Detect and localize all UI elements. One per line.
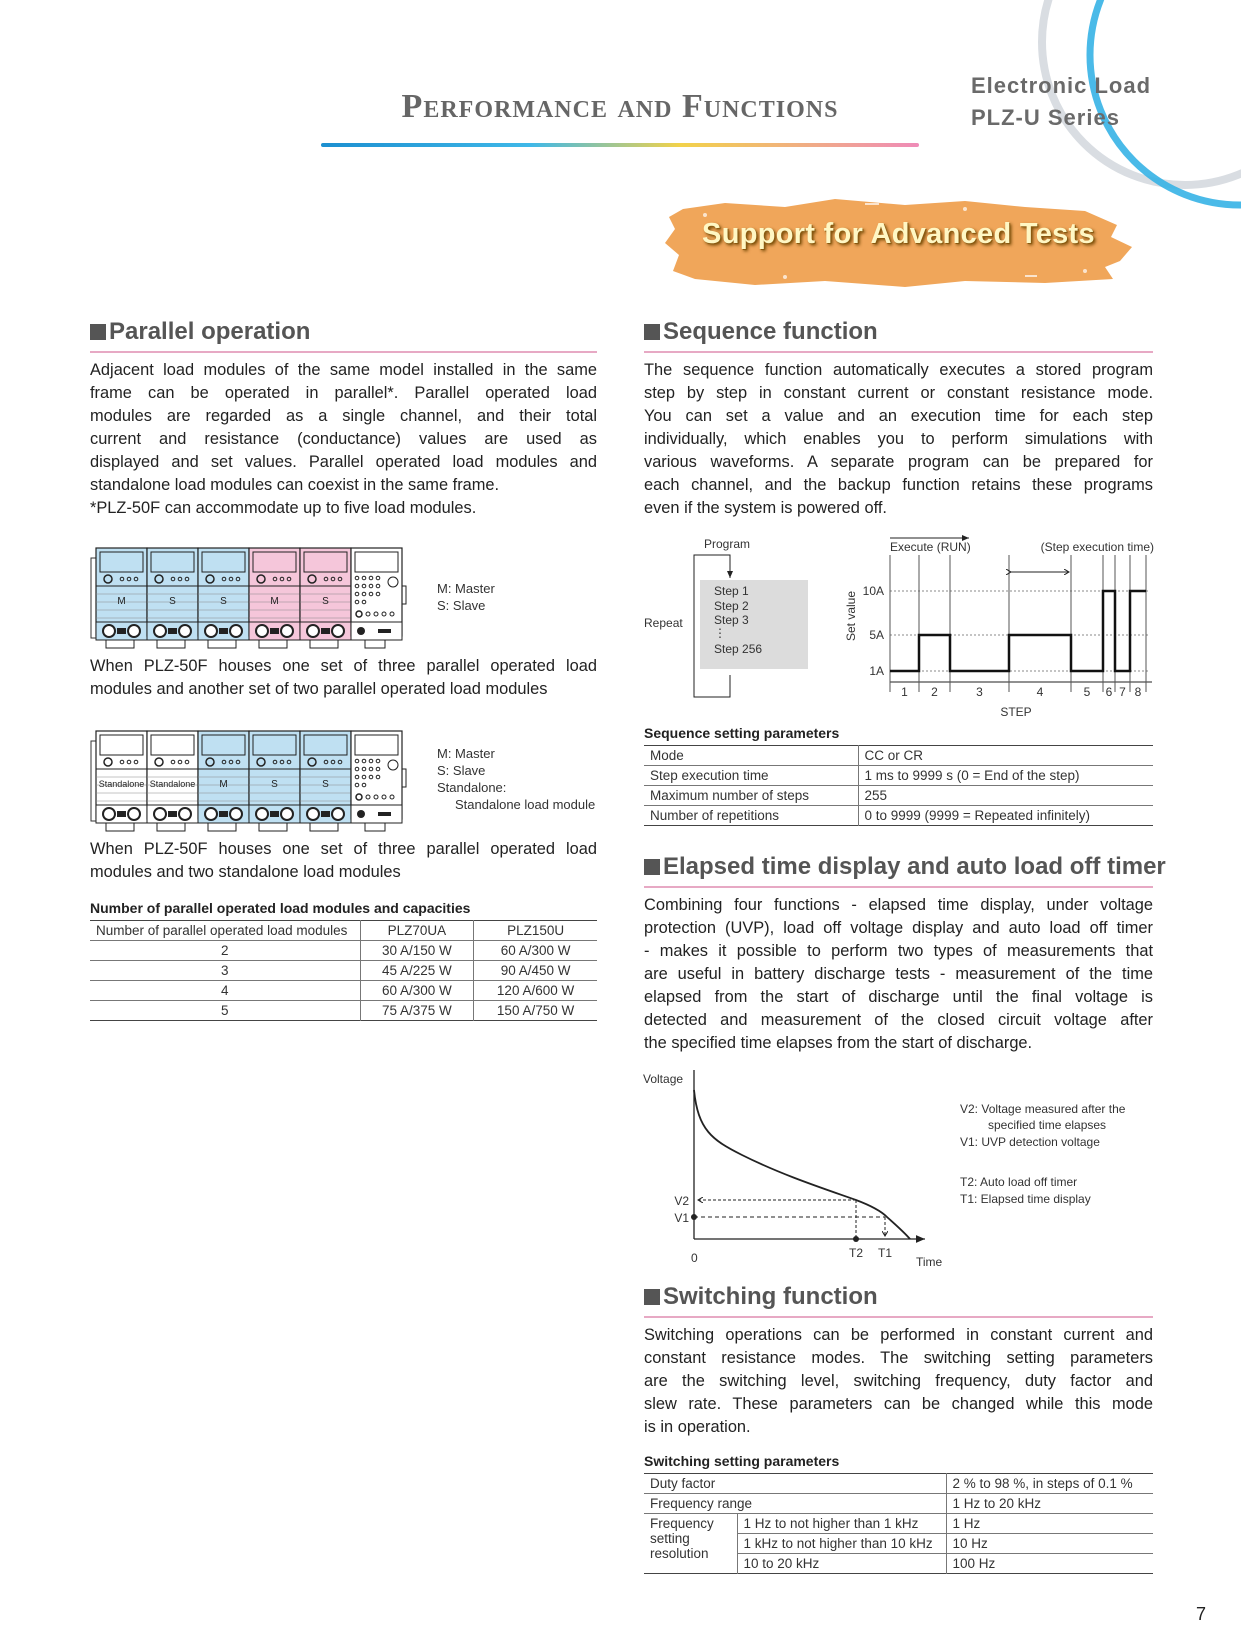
step-number: 6 — [1105, 685, 1113, 699]
load-module — [147, 731, 198, 831]
step-waveform — [890, 591, 1146, 671]
heading-text: Sequence function — [663, 318, 878, 345]
parallel-capacity-table-block — [90, 900, 597, 1021]
text-line: even if the system is powered off. — [644, 499, 887, 517]
parallel-capacity-table — [90, 920, 597, 1021]
table-cell: 1 Hz to not higher than 1 kHz — [737, 1514, 946, 1534]
heading-text: Elapsed time display and auto load off timer — [663, 853, 1166, 880]
table-title: Switching setting parameters — [644, 1453, 840, 1469]
column-header: Number of parallel operated load modules — [90, 921, 360, 941]
module-role-label: S — [271, 779, 278, 790]
caption-line: When PLZ-50F houses one set of three parallel operated load — [90, 657, 597, 675]
text-line: constant resistance modes. The switching setting parameters — [644, 1349, 1153, 1367]
control-unit — [351, 731, 406, 831]
caption-line: modules and another set of two parallel operated load modules — [90, 680, 548, 698]
module-role-label: S — [322, 596, 329, 607]
text-line: Switching operations can be performed in constant current and — [644, 1326, 1153, 1344]
column-header: PLZ150U — [507, 923, 565, 938]
section-heading — [644, 1282, 1153, 1312]
voltage-discharge-diagram — [642, 1060, 1162, 1275]
table-cell: 90 A/450 W — [500, 963, 571, 978]
module-role-label: Standalone — [149, 779, 196, 789]
text-line: various waveforms. A separate program can be prepared for — [644, 453, 1153, 471]
text-line: Combining four functions - elapsed time display, under voltage — [644, 896, 1153, 914]
module-role-label: M — [219, 779, 228, 790]
table-cell: 100 Hz — [952, 1556, 996, 1571]
sequence-diagram — [642, 530, 1162, 725]
load-module — [300, 731, 351, 831]
section-heading — [90, 317, 597, 347]
section-heading — [644, 852, 1166, 882]
program-step: Step 3 — [714, 613, 749, 627]
table-cell: 60 A/300 W — [500, 943, 571, 958]
t2-label: T2 — [849, 1246, 864, 1260]
column-header: PLZ70UA — [360, 921, 474, 941]
table-cell: 45 A/225 W — [360, 961, 474, 981]
heading-rule — [644, 351, 1153, 353]
table-row — [90, 981, 597, 1001]
table-cell: 0 to 9999 (9999 = Repeated infinitely) — [864, 808, 1091, 823]
table-cell: 60 A/300 W — [360, 981, 474, 1001]
switching-section — [644, 1282, 1153, 1439]
caption-line: modules and two standalone load modules — [90, 863, 401, 881]
heading-rule — [644, 1316, 1153, 1318]
v1-point — [691, 1214, 697, 1220]
program-step: ⋮ — [714, 626, 726, 640]
legend-item: S: Slave — [437, 763, 486, 778]
table-cell: 1 Hz to 20 kHz — [952, 1496, 1042, 1511]
text-line: elapsed from the start of discharge until the final voltage is — [644, 988, 1153, 1006]
table-cell: 1 kHz to not higher than 10 kHz — [737, 1534, 946, 1554]
text-line: each channel, and the backup function retains these programs — [644, 476, 1153, 494]
load-module — [147, 548, 198, 648]
table-cell: Frequency setting resolution — [644, 1514, 737, 1574]
y-axis-label: Voltage — [643, 1072, 684, 1086]
heading-text: Parallel operation — [109, 318, 311, 345]
sequence-parameters-table — [644, 745, 1153, 826]
step-number: 7 — [1119, 685, 1126, 699]
section-body — [644, 1324, 1153, 1439]
level-label: 10A — [862, 584, 884, 598]
text-line: are the switching level, switching frequency, duty factor and — [644, 1372, 1153, 1390]
rack-caption — [90, 655, 597, 701]
table-row — [90, 941, 597, 961]
table-row — [644, 786, 1153, 806]
square-bullet-icon — [90, 324, 106, 340]
elapsed-section — [644, 852, 1166, 1055]
square-bullet-icon — [644, 1289, 660, 1305]
sequence-section — [644, 317, 1153, 520]
rack-legend — [437, 745, 595, 813]
program-step: Step 1 — [714, 584, 749, 598]
rack-diagram-standalone — [90, 729, 410, 837]
program-step: Step 256 — [714, 642, 763, 656]
module-role-label: S — [322, 779, 329, 790]
table-cell: 75 A/375 W — [360, 1001, 474, 1021]
banner-title: Support for Advanced Tests — [702, 218, 1095, 250]
program-label: Program — [704, 537, 751, 551]
legend-item: S: Slave — [437, 598, 486, 613]
legend-line: V1: UVP detection voltage — [960, 1135, 1100, 1149]
table-cell: Mode — [644, 746, 858, 766]
table-row — [644, 746, 1153, 766]
heading-text: Switching function — [663, 1283, 878, 1310]
level-label: 5A — [869, 628, 884, 642]
load-module — [198, 731, 249, 831]
v2-label: V2 — [674, 1194, 689, 1208]
load-module — [249, 731, 300, 831]
table-cell: Duty factor — [644, 1474, 946, 1494]
table-row — [90, 1001, 597, 1021]
text-line: individually, which enables you to perform simulations with — [644, 430, 1153, 448]
step-time-label: (Step execution time) — [1040, 540, 1154, 554]
table-row — [644, 766, 1153, 786]
program-step: Step 2 — [714, 599, 749, 613]
sequence-table-block — [644, 725, 1153, 826]
section-body — [644, 894, 1153, 1055]
table-cell: 1 ms to 9999 s (0 = End of the step) — [864, 768, 1080, 783]
text-line: *PLZ-50F can accommodate up to five load modules. — [90, 499, 477, 517]
text-line: - makes it possible to perform two types of measurements that — [644, 942, 1153, 960]
t2-point — [853, 1236, 859, 1242]
module-role-label: Standalone — [98, 779, 145, 789]
rack-diagram-parallel-sets — [90, 546, 410, 654]
table-cell: 120 A/600 W — [496, 983, 575, 998]
load-module — [96, 731, 147, 831]
switching-table-block — [644, 1453, 1153, 1574]
table-cell: 10 to 20 kHz — [737, 1554, 946, 1574]
text-line: current and resistance (conductance) values are used as — [90, 430, 597, 448]
rack-legend — [437, 580, 495, 614]
text-line: is in operation. — [644, 1418, 751, 1436]
legend-line: V2: Voltage measured after the — [960, 1102, 1126, 1116]
heading-rule — [90, 351, 597, 353]
series-line-2: PLZ-U Series — [971, 105, 1120, 130]
switching-parameters-table — [644, 1473, 1153, 1574]
page-title: Performance and Functions — [401, 88, 839, 125]
table-cell: Step execution time — [644, 766, 858, 786]
load-module — [249, 548, 300, 648]
rack-caption — [90, 838, 597, 884]
table-cell: Number of repetitions — [644, 806, 858, 826]
table-row — [644, 1514, 1153, 1534]
parallel-section — [90, 317, 597, 520]
table-cell: 3 — [90, 961, 360, 981]
module-role-label: S — [169, 596, 176, 607]
v1-label: V1 — [674, 1211, 689, 1225]
table-cell: Maximum number of steps — [644, 786, 858, 806]
table-title: Number of parallel operated load modules and capacities — [90, 900, 471, 916]
legend-item: Standalone load module — [455, 797, 596, 812]
table-header-row — [90, 921, 597, 941]
table-cell: 2 % to 98 %, in steps of 0.1 % — [952, 1476, 1133, 1491]
text-line: You can set a value and an execution time for each step — [644, 407, 1153, 425]
module-role-label: M — [117, 596, 126, 607]
repeat-label: Repeat — [644, 616, 683, 630]
text-line: Adjacent load modules of the same model installed in the same — [90, 361, 597, 379]
control-unit — [351, 548, 406, 648]
caption-line: When PLZ-50F houses one set of three parallel operated load — [90, 840, 597, 858]
load-module — [198, 548, 249, 648]
legend-item: Standalone: — [437, 780, 507, 795]
table-cell: 150 A/750 W — [496, 1003, 575, 1018]
title-underline — [321, 143, 919, 147]
t1-label: T1 — [878, 1246, 893, 1260]
square-bullet-icon — [644, 859, 660, 875]
x-axis-label: STEP — [1000, 705, 1032, 719]
level-label: 1A — [869, 664, 884, 678]
legend-line: specified time elapses — [988, 1118, 1107, 1132]
step-number: 8 — [1134, 685, 1142, 699]
legend-line: T2: Auto load off timer — [960, 1175, 1078, 1189]
execute-label: Execute (RUN) — [890, 540, 971, 554]
table-cell: 10 Hz — [952, 1536, 988, 1551]
text-line: displayed and set values. Parallel operated load modules and — [90, 453, 597, 471]
text-line: modules are regarded as a single channel, and their total — [90, 407, 597, 425]
table-row — [644, 1474, 1153, 1494]
square-bullet-icon — [644, 324, 660, 340]
text-line: step by step in constant current or constant resistance mode. — [644, 384, 1153, 402]
table-cell: 5 — [90, 1001, 360, 1021]
table-title: Sequence setting parameters — [644, 725, 840, 741]
y-axis-label: Set value — [844, 590, 858, 642]
text-line: detected and measurement of the closed circuit voltage after — [644, 1011, 1153, 1029]
table-row — [90, 961, 597, 981]
page-number: 7 — [1196, 1604, 1207, 1624]
module-role-label: M — [270, 596, 279, 607]
table-cell: 4 — [90, 981, 360, 1001]
text-line: standalone load modules can coexist in the same frame. — [90, 476, 500, 494]
step-number: 2 — [931, 685, 938, 699]
text-line: protection (UVP), load off voltage display and auto load off timer — [644, 919, 1153, 937]
table-cell: 1 Hz — [952, 1516, 981, 1531]
table-row — [644, 806, 1153, 826]
table-cell: CC or CR — [864, 748, 924, 763]
legend-line: T1: Elapsed time display — [960, 1192, 1091, 1206]
module-role-label: S — [220, 596, 227, 607]
x-axis-label: Time — [916, 1255, 943, 1269]
section-body — [644, 359, 1153, 520]
table-cell: 255 — [864, 788, 888, 803]
product-series — [971, 70, 1151, 134]
section-heading — [644, 317, 1153, 347]
table-cell: 2 — [90, 941, 360, 961]
table-cell: Frequency range — [644, 1494, 946, 1514]
legend-item: M: Master — [437, 581, 495, 596]
step-number: 3 — [976, 685, 983, 699]
load-module — [96, 548, 147, 648]
text-line: The sequence function automatically executes a stored program — [644, 361, 1153, 379]
step-number: 5 — [1083, 685, 1091, 699]
text-line: are useful in battery discharge tests - measurement of the time — [644, 965, 1153, 983]
step-number: 1 — [901, 685, 908, 699]
heading-rule — [644, 886, 1153, 888]
table-row — [644, 1494, 1153, 1514]
series-line-1: Electronic Load — [971, 73, 1152, 98]
section-body — [90, 359, 597, 520]
origin-label: 0 — [691, 1251, 698, 1265]
table-cell: 30 A/150 W — [360, 941, 474, 961]
load-module — [300, 548, 351, 648]
text-line: slew rate. These parameters can be changed while this mode — [644, 1395, 1153, 1413]
step-number: 4 — [1036, 685, 1044, 699]
text-line: the specified time elapses from the start of discharge. — [644, 1034, 1033, 1052]
text-line: frame can be operated in parallel*. Parallel operated load — [90, 384, 597, 402]
legend-item: M: Master — [437, 746, 495, 761]
